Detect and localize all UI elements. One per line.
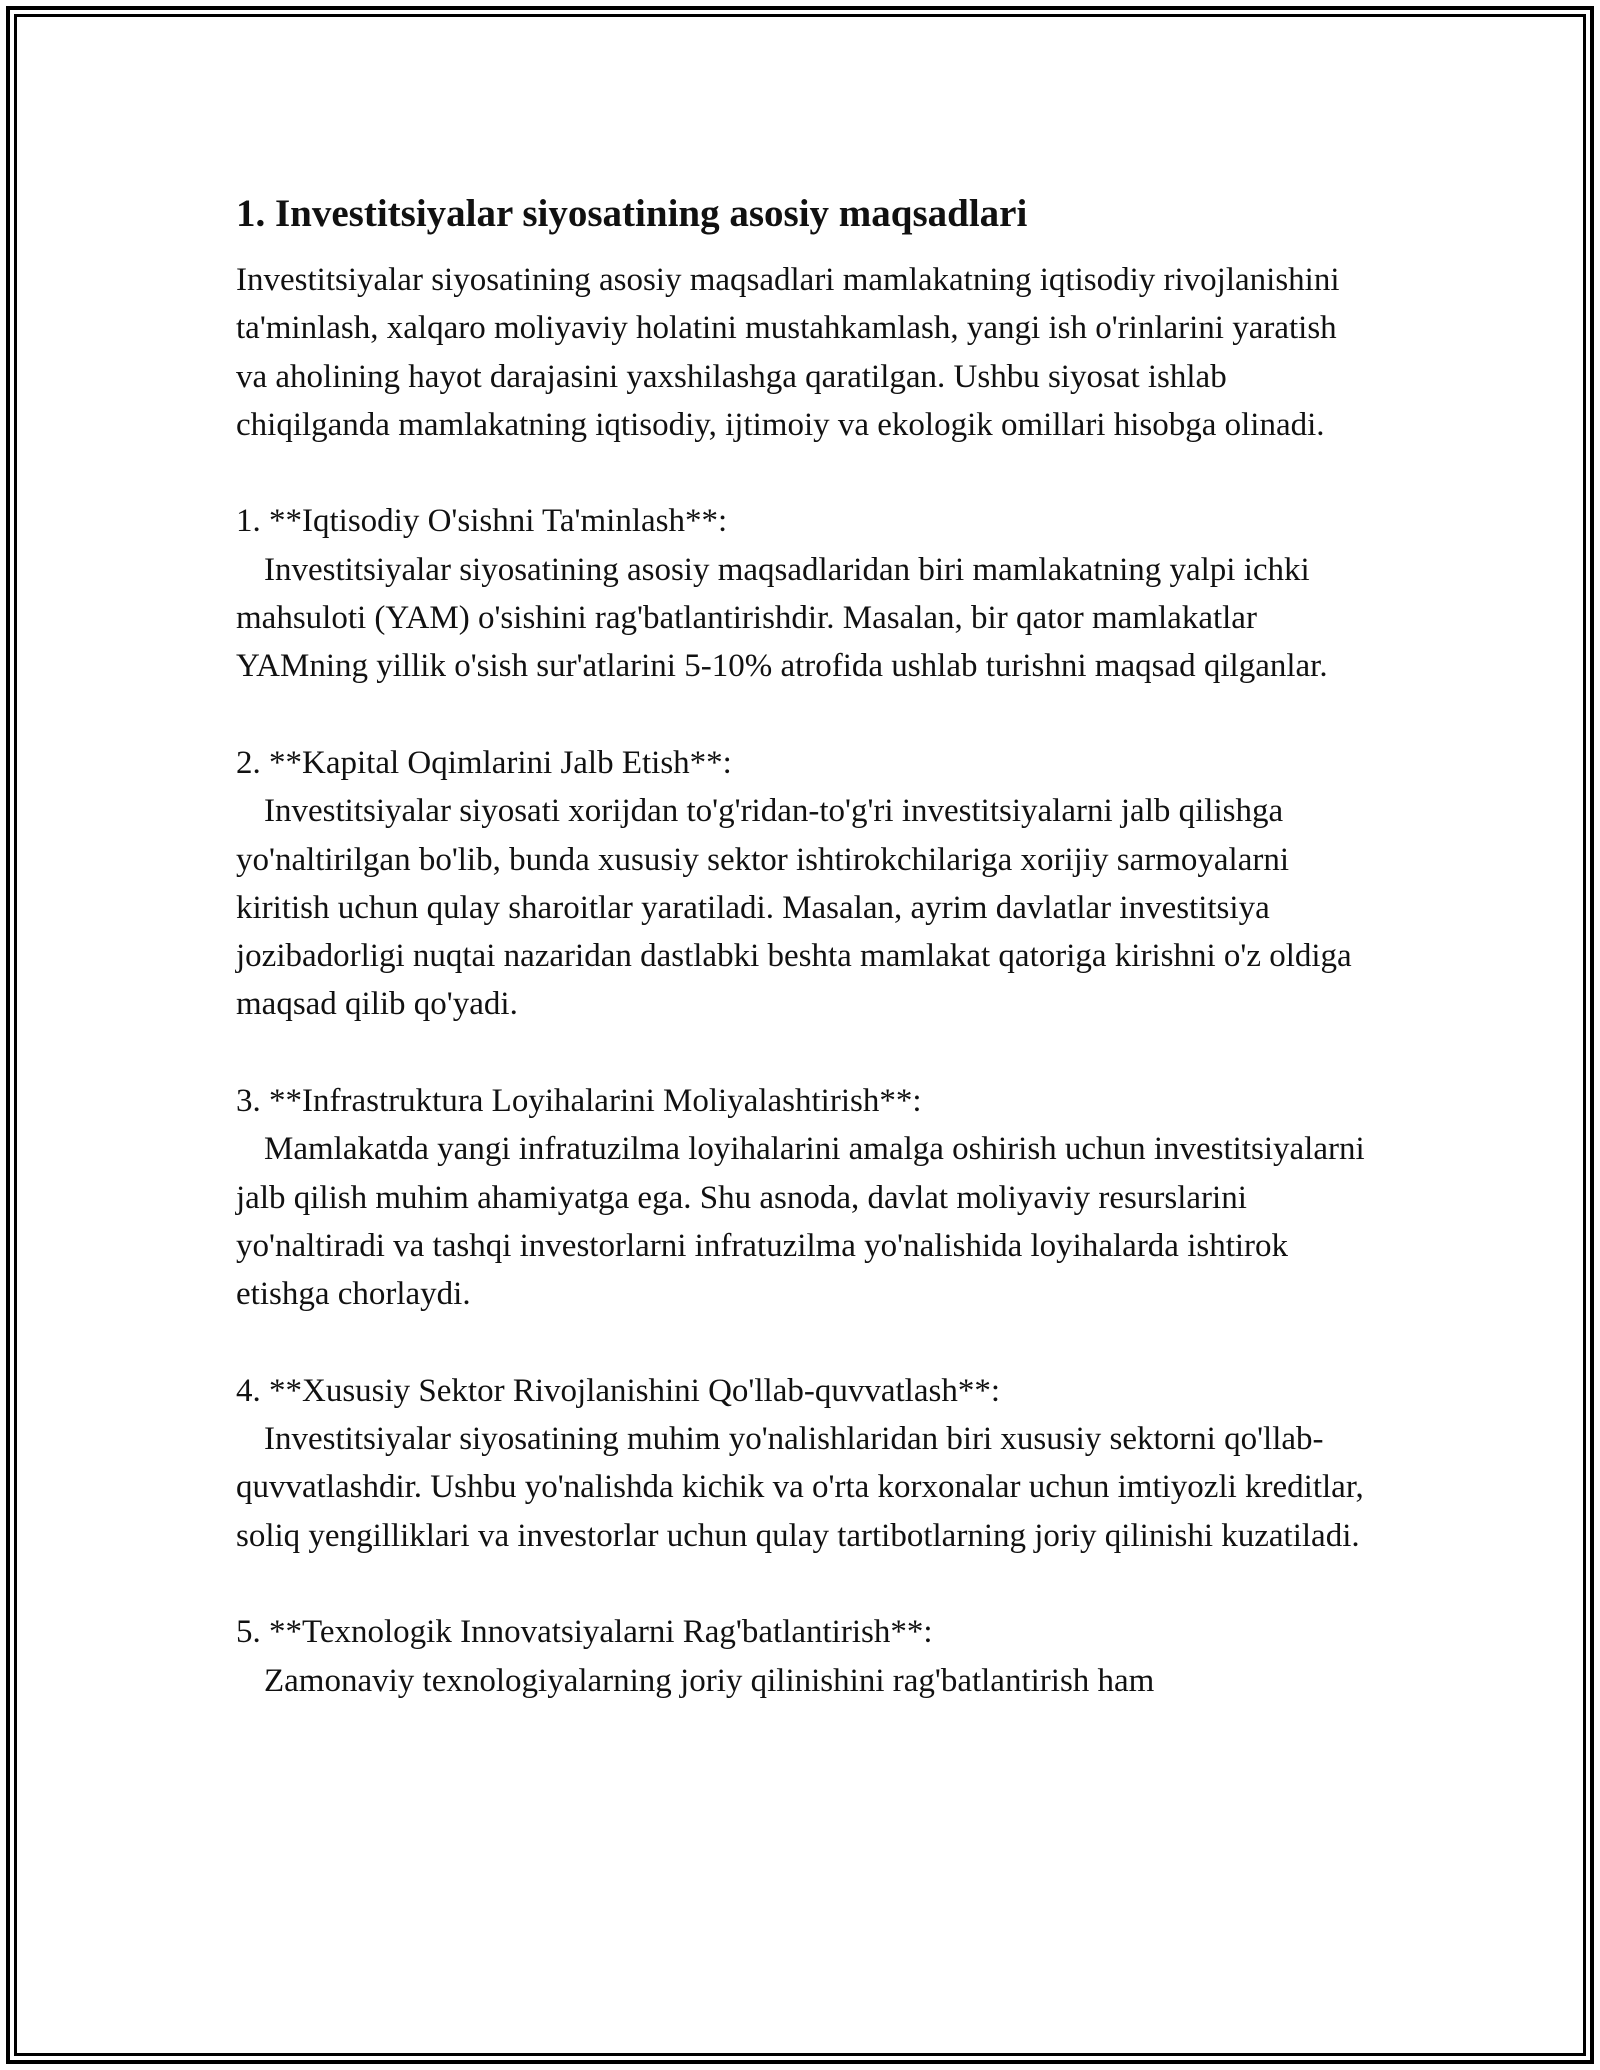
section-body: Investitsiyalar siyosati xorijdan to'g'ridan-to'g'ri investitsiyalarni jalb qilishga yo'naltirilgan bo'lib, bunda xususiy sektor ishtirokchilariga xorijiy sarmoyalarni kiritish uchun qulay sharoitlar yaratiladi. Masalan, ayrim davlatlar investitsiya jozibadorligi nuqtai nazaridan dastlabki beshta mamlakat qatoriga kirishni o'z oldiga maqsad qilib qo'yadi. <box>236 793 1360 1023</box>
section-heading: 2. **Kapital Oqimlarini Jalb Etish**: <box>236 744 732 781</box>
document-page <box>236 186 1376 1753</box>
section-heading: 4. **Xususiy Sektor Rivojlanishini Qo'llab-quvvatlash**: <box>236 1372 1000 1409</box>
section-4 <box>236 1367 1376 1560</box>
section-heading: 1. **Iqtisodiy O'sishni Ta'minlash**: <box>236 503 728 540</box>
section-body: Investitsiyalar siyosatining asosiy maqsadlaridan biri mamlakatning yalpi ichki mahsuloti (YAM) o'sishini rag'batlantirishdir. Masalan, bir qator mamlakatlar YAMning yillik o'sish sur'atlarini 5-10% atrofida ushlab turishni maqsad qilganlar. <box>236 551 1328 685</box>
section-1 <box>236 497 1376 690</box>
section-body: Investitsiyalar siyosatining muhim yo'nalishlaridan biri xususiy sektorni qo'llab-quvvatlashdir. Ushbu yo'nalishda kichik va o'rta korxonalar uchun imtiyozli kreditlar, soliq yengilliklari va investorlar uchun qulay tartibotlarning joriy qilinishi kuzatiladi. <box>236 1421 1372 1554</box>
section-2 <box>236 739 1376 1029</box>
intro-paragraph: Investitsiyalar siyosatining asosiy maqsadlari mamlakatning iqtisodiy rivojlanishini ta'minlash, xalqaro moliyaviy holatini mustahkamlash, yangi ish o'rinlarini yaratish va aholining hayot darajasini yaxshilashga qaratilgan. Ushbu siyosat ishlab chiqilganda mamlakatning iqtisodiy, ijtimoiy va ekologik omillari hisobga olinadi. <box>236 262 1348 443</box>
section-3 <box>236 1077 1376 1318</box>
section-heading: 3. **Infrastruktura Loyihalarini Moliyalashtirish**: <box>236 1083 922 1120</box>
section-heading: 5. **Texnologik Innovatsiyalarni Rag'batlantirish**: <box>236 1614 933 1651</box>
document-title: 1. Investitsiyalar siyosatining asosiy maqsadlari <box>236 192 1028 235</box>
section-body: Mamlakatda yangi infratuzilma loyihalarini amalga oshirish uchun investitsiyalarni jalb qilish muhim ahamiyatga ega. Shu asnoda, davlat moliyaviy resurslarini yo'naltiradi va tashqi investorlarni infratuzilma yo'nalishida loyihalarda ishtirok etishga chorlaydi. <box>236 1131 1373 1313</box>
section-5 <box>236 1608 1376 1705</box>
section-body: Zamonaviy texnologiyalarning joriy qilinishini rag'batlantirish ham <box>264 1662 1155 1699</box>
